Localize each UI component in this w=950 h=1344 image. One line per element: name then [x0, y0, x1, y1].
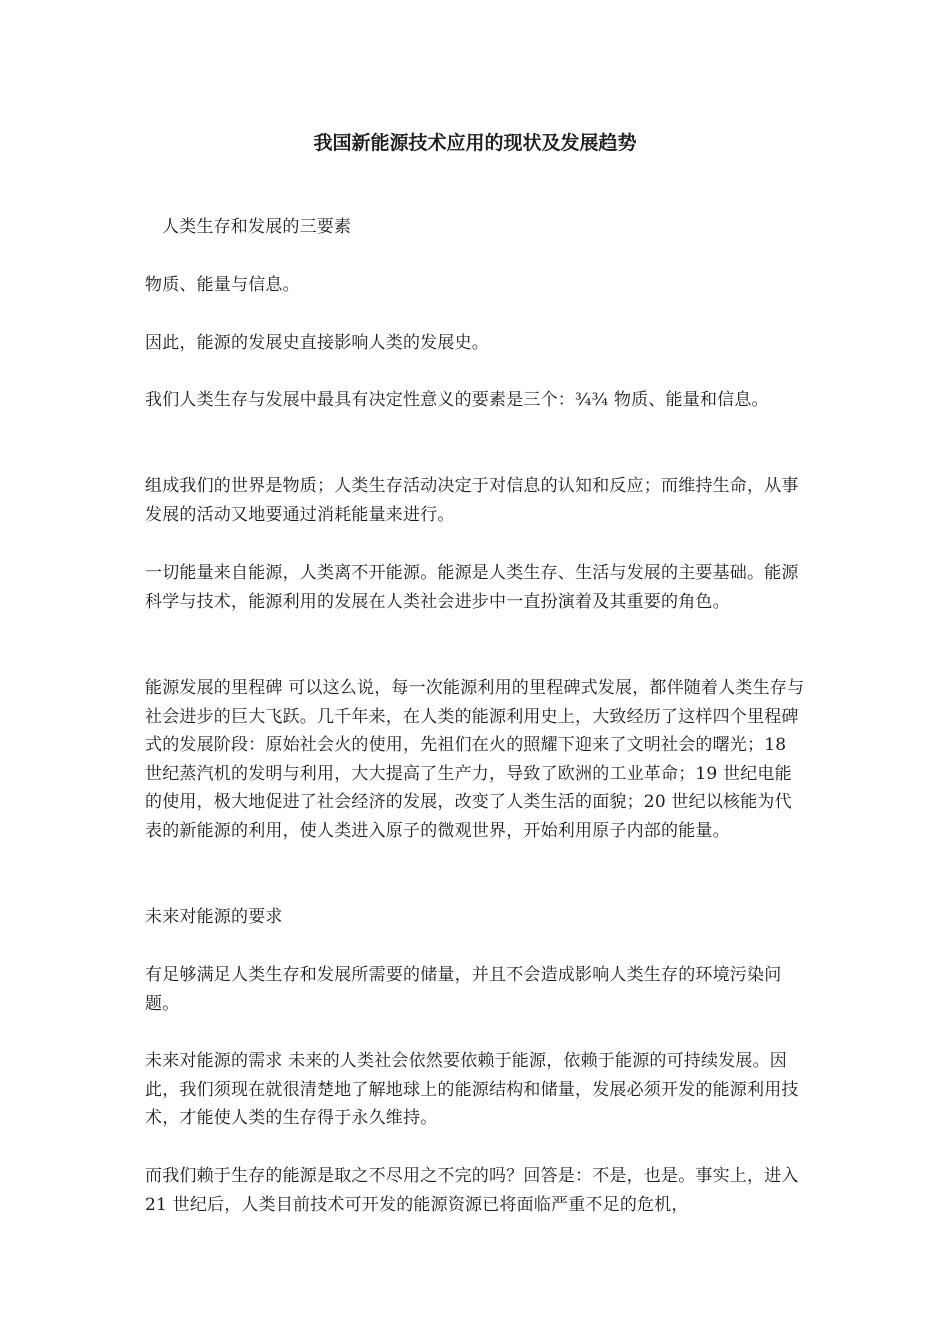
- paragraph-three-elements: 人类生存和发展的三要素: [162, 217, 352, 237]
- paragraph-inexhaustible-question: 而我们赖于生存的能源是取之不尽用之不完的吗？回答是：不是，也是。事实上，进入 21 世纪后，人类目前技术可开发的能源资源已将面临严重不足的危机，: [145, 1166, 799, 1215]
- paragraph-milestones: 能源发展的里程碑 可以这么说，每一次能源利用的里程碑式发展，都伴随着人类生存与社会进步的巨大飞跃。几千年来，在人类的能源利用史上，大致经历了这样四个里程碑式的发展阶段：原始社会火的使用，先祖们在火的照耀下迎来了文明社会的曙光；18 世纪蒸汽机的发明与利用，大大提高了生产力，导致了欧洲的工业革命；19 世纪电能的使用，极大地促进了社会经济的发展，改变了人类生活的面貌；20 世纪以核能为代表的新能源的利用，使人类进入原子的微观世界，开始利用原子内部的能量。: [145, 678, 805, 841]
- paragraph-sufficient-reserves: 有足够满足人类生存和发展所需要的储量，并且不会造成影响人类生存的环境污染问题。: [145, 965, 782, 1014]
- paragraph-future-demand: 未来对能源的需求 未来的人类社会依然要依赖于能源，依赖于能源的可持续发展。因此，我们须现在就很清楚地了解地球上的能源结构和储量，发展必须开发的能源利用技术，才能使人类的生存得于永久维持。: [145, 1051, 799, 1128]
- paragraph-world-matter: 组成我们的世界是物质；人类生存活动决定于对信息的认知和反应；而维持生命，从事发展的活动又地要通过消耗能量来进行。: [145, 476, 799, 525]
- paragraph-energy-source: 一切能量来自能源，人类离不开能源。能源是人类生存、生活与发展的主要基础。能源科学与技术，能源利用的发展在人类社会进步中一直扮演着及其重要的角色。: [145, 563, 799, 612]
- paragraph-matter-energy-info: 物质、能量与信息。: [145, 275, 300, 295]
- document-title: 我国新能源技术应用的现状及发展趋势: [313, 132, 637, 154]
- paragraph-energy-history: 因此，能源的发展史直接影响人类的发展史。: [145, 333, 489, 353]
- paragraph-decisive-elements: 我们人类生存与发展中最具有决定性意义的要素是三个：¾¾ 物质、能量和信息。: [145, 390, 769, 410]
- paragraph-future-requirements-heading: 未来对能源的要求: [145, 907, 283, 927]
